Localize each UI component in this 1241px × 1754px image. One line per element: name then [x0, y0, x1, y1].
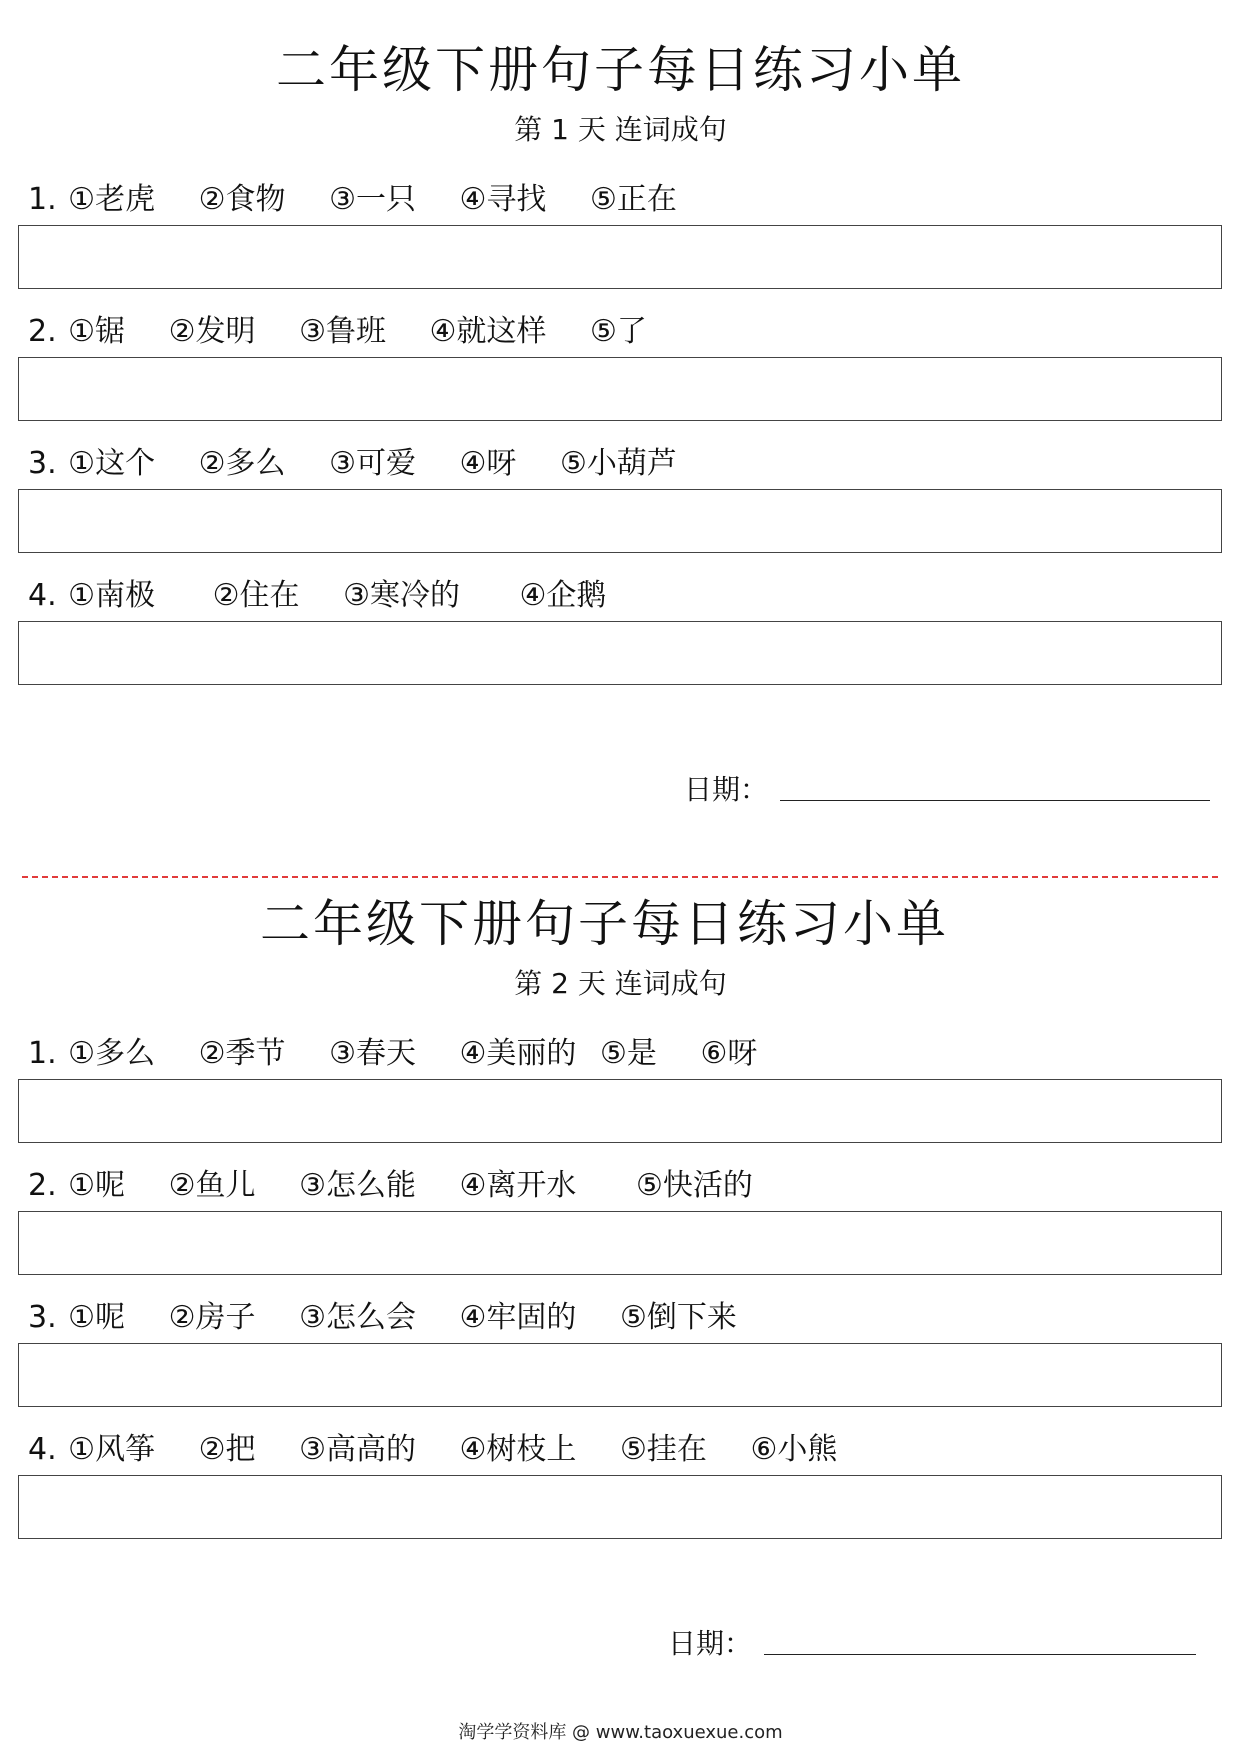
word-option: ②季节 [198, 1036, 286, 1071]
ws1-question-4 [28, 570, 640, 614]
word-option: ③可爱 [329, 446, 416, 481]
word-option: ①老虎 [68, 182, 156, 217]
worksheet-1-title: 二年级下册句子每日练习小单 [276, 41, 965, 99]
word-option: ④寻找 [459, 182, 547, 217]
question-number: 3. [28, 446, 57, 481]
question-number: 4. [28, 578, 57, 613]
word-option: ⑤倒下来 [619, 1300, 737, 1335]
ws1-question-3 [28, 438, 711, 482]
word-option: ①风筝 [68, 1432, 156, 1467]
worksheet-2-subtitle: 第 2 天 连词成句 [514, 967, 727, 1000]
ws1-question-2 [28, 306, 681, 350]
word-option: ③怎么会 [299, 1300, 416, 1335]
question-number: 2. [28, 314, 57, 349]
word-option: ①呢 [68, 1168, 126, 1203]
ws2-answer-box-4[interactable] [18, 1475, 1222, 1539]
question-number: 1. [28, 1036, 57, 1071]
worksheet-2-title: 二年级下册句子每日练习小单 [260, 895, 949, 953]
word-option: ④呀 [459, 446, 517, 481]
ws2-date-line[interactable] [764, 1654, 1196, 1655]
word-option: ②食物 [198, 182, 286, 217]
word-option: ③鲁班 [299, 314, 386, 349]
word-option: ④企鹅 [519, 578, 607, 613]
ws1-answer-box-3[interactable] [18, 489, 1222, 553]
question-number: 4. [28, 1432, 57, 1467]
word-option: ③怎么能 [299, 1168, 416, 1203]
word-option: ④美丽的 [459, 1036, 577, 1071]
ws2-answer-box-3[interactable] [18, 1343, 1222, 1407]
word-option: ⑥呀 [700, 1036, 758, 1071]
ws2-answer-box-2[interactable] [18, 1211, 1222, 1275]
word-option: ①锯 [68, 314, 126, 349]
word-option: ③寒冷的 [343, 578, 460, 613]
ws2-question-2 [28, 1160, 787, 1204]
word-option: ⑤是 [599, 1036, 657, 1071]
word-option: ⑤正在 [589, 182, 677, 217]
word-option: ⑥小熊 [750, 1432, 838, 1467]
ws2-question-4 [28, 1424, 871, 1468]
worksheet-1-subtitle: 第 1 天 连词成句 [514, 113, 727, 146]
cut-line-divider [22, 876, 1218, 878]
word-option: ④就这样 [429, 314, 547, 349]
word-option: ②多么 [198, 446, 286, 481]
ws1-date-line[interactable] [780, 800, 1210, 801]
word-option: ⑤快活的 [635, 1168, 753, 1203]
ws1-question-1 [28, 174, 711, 218]
question-number: 2. [28, 1168, 57, 1203]
word-option: ①呢 [68, 1300, 126, 1335]
word-option: ③春天 [329, 1036, 416, 1071]
ws1-answer-box-1[interactable] [18, 225, 1222, 289]
word-option: ⑤挂在 [619, 1432, 707, 1467]
word-option: ①南极 [68, 578, 156, 613]
word-option: ②发明 [168, 314, 256, 349]
word-option: ⑤小葫芦 [559, 446, 677, 481]
footer-watermark: 淘学学资料库 @ www.taoxuexue.com [458, 1722, 783, 1743]
word-option: ①多么 [68, 1036, 156, 1071]
word-option: ④树枝上 [459, 1432, 577, 1467]
question-number: 1. [28, 182, 57, 217]
word-option: ③一只 [329, 182, 416, 217]
ws1-answer-box-2[interactable] [18, 357, 1222, 421]
word-option: ②住在 [212, 578, 300, 613]
question-number: 3. [28, 1300, 57, 1335]
word-option: ③高高的 [299, 1432, 416, 1467]
word-option: ④离开水 [459, 1168, 577, 1203]
word-option: ②把 [198, 1432, 256, 1467]
word-option: ①这个 [68, 446, 156, 481]
ws2-answer-box-1[interactable] [18, 1079, 1222, 1143]
word-option: ②房子 [168, 1300, 256, 1335]
word-option: ④牢固的 [459, 1300, 577, 1335]
ws2-question-1 [28, 1028, 791, 1072]
ws1-answer-box-4[interactable] [18, 621, 1222, 685]
ws1-date-label: 日期： [684, 773, 769, 806]
ws2-question-3 [28, 1292, 771, 1336]
word-option: ⑤了 [589, 314, 647, 349]
ws2-date-label: 日期： [668, 1627, 753, 1660]
word-option: ②鱼儿 [168, 1168, 256, 1203]
